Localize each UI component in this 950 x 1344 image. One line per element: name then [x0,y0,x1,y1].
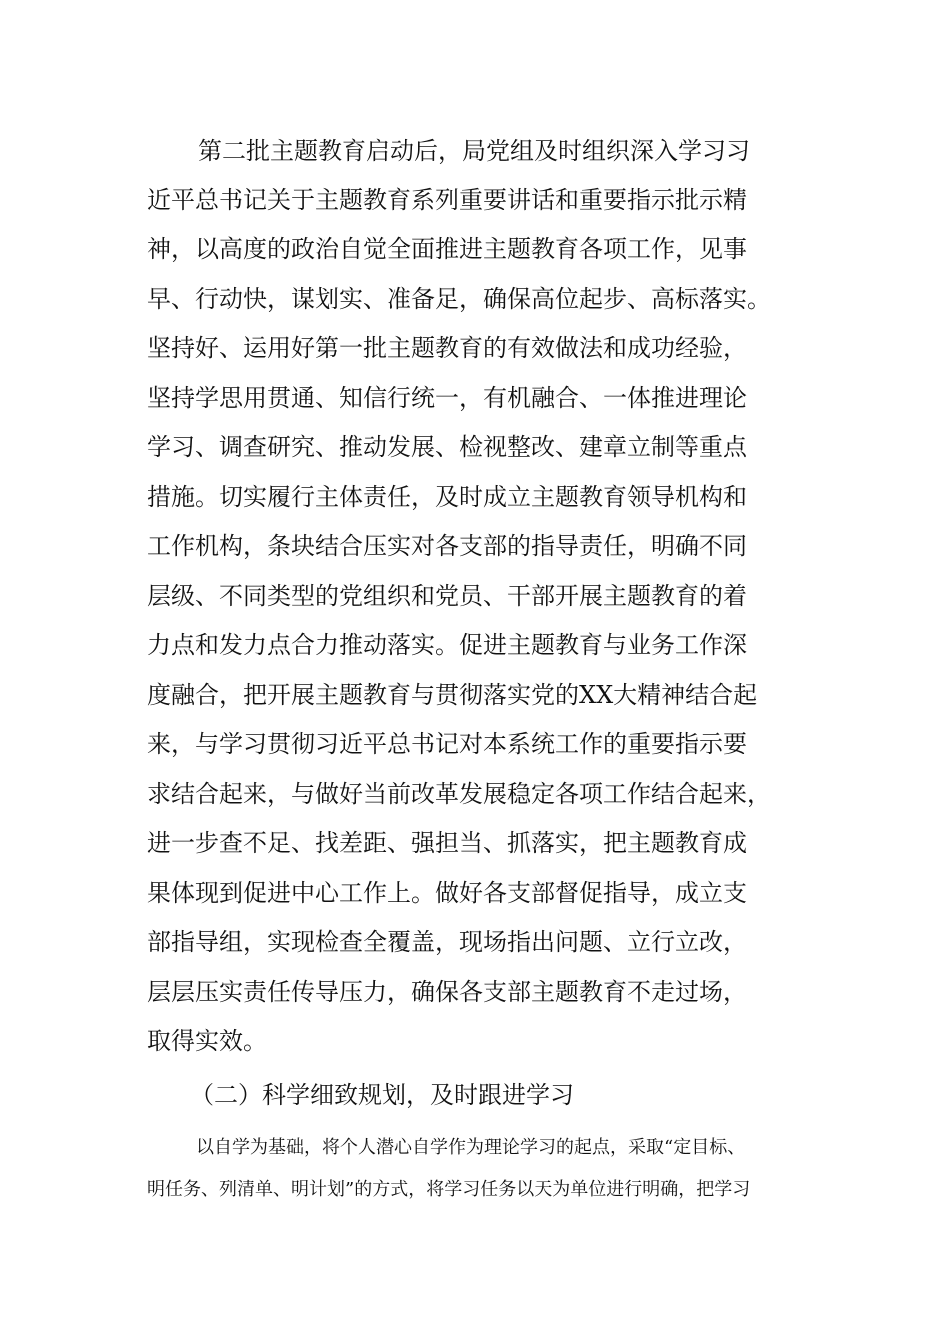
small-paragraph-line: 明任务、列清单、明计划”的方式，将学习任务以天为单位进行明确，把学习 [147,1179,751,1200]
paragraph-line: 早、行动快，谋划实、准备足，确保高位起步、高标落实。 [147,285,771,313]
paragraph-line: 来，与学习贯彻习近平总书记对本系统工作的重要指示要 [147,730,747,758]
paragraph-line: 近平总书记关于主题教育系列重要讲话和重要指示批示精 [147,186,747,214]
paragraph-line: 层级、不同类型的党组织和党员、干部开展主题教育的着 [147,582,747,610]
small-paragraph-line: 以自学为基础，将个人潜心自学作为理论学习的起点，采取“定目标、 [196,1137,746,1158]
paragraph-line: 第二批主题教育启动后，局党组及时组织深入学习习 [198,137,750,165]
paragraph-line: 措施。切实履行主体责任，及时成立主题教育领导机构和 [147,483,747,511]
paragraph-line: 坚持好、运用好第一批主题教育的有效做法和成功经验， [147,334,747,362]
paragraph-line: 坚持学思用贯通、知信行统一，有机融合、一体推进理论 [147,384,747,412]
paragraph-line: 学习、调查研究、推动发展、检视整改、建章立制等重点 [147,433,747,461]
paragraph-line: 力点和发力点合力推动落实。促进主题教育与业务工作深 [147,631,747,659]
paragraph-line: 工作机构，条块结合压实对各支部的指导责任，明确不同 [147,532,747,560]
paragraph-line: 进一步查不足、找差距、强担当、抓落实，把主题教育成 [147,829,747,857]
paragraph-line: 层层压实责任传导压力，确保各支部主题教育不走过场， [147,978,747,1006]
section-heading: （二）科学细致规划，及时跟进学习 [190,1081,574,1109]
paragraph-line: 神，以高度的政治自觉全面推进主题教育各项工作，见事 [147,235,747,263]
paragraph-line: 取得实效。 [147,1027,267,1055]
paragraph-line: 求结合起来，与做好当前改革发展稳定各项工作结合起来， [147,780,771,808]
paragraph-line: 果体现到促进中心工作上。做好各支部督促指导，成立支 [147,879,747,907]
paragraph-line: 度融合，把开展主题教育与贯彻落实党的XX大精神结合起 [147,681,758,709]
paragraph-line: 部指导组，实现检查全覆盖，现场指出问题、立行立改， [147,928,747,956]
